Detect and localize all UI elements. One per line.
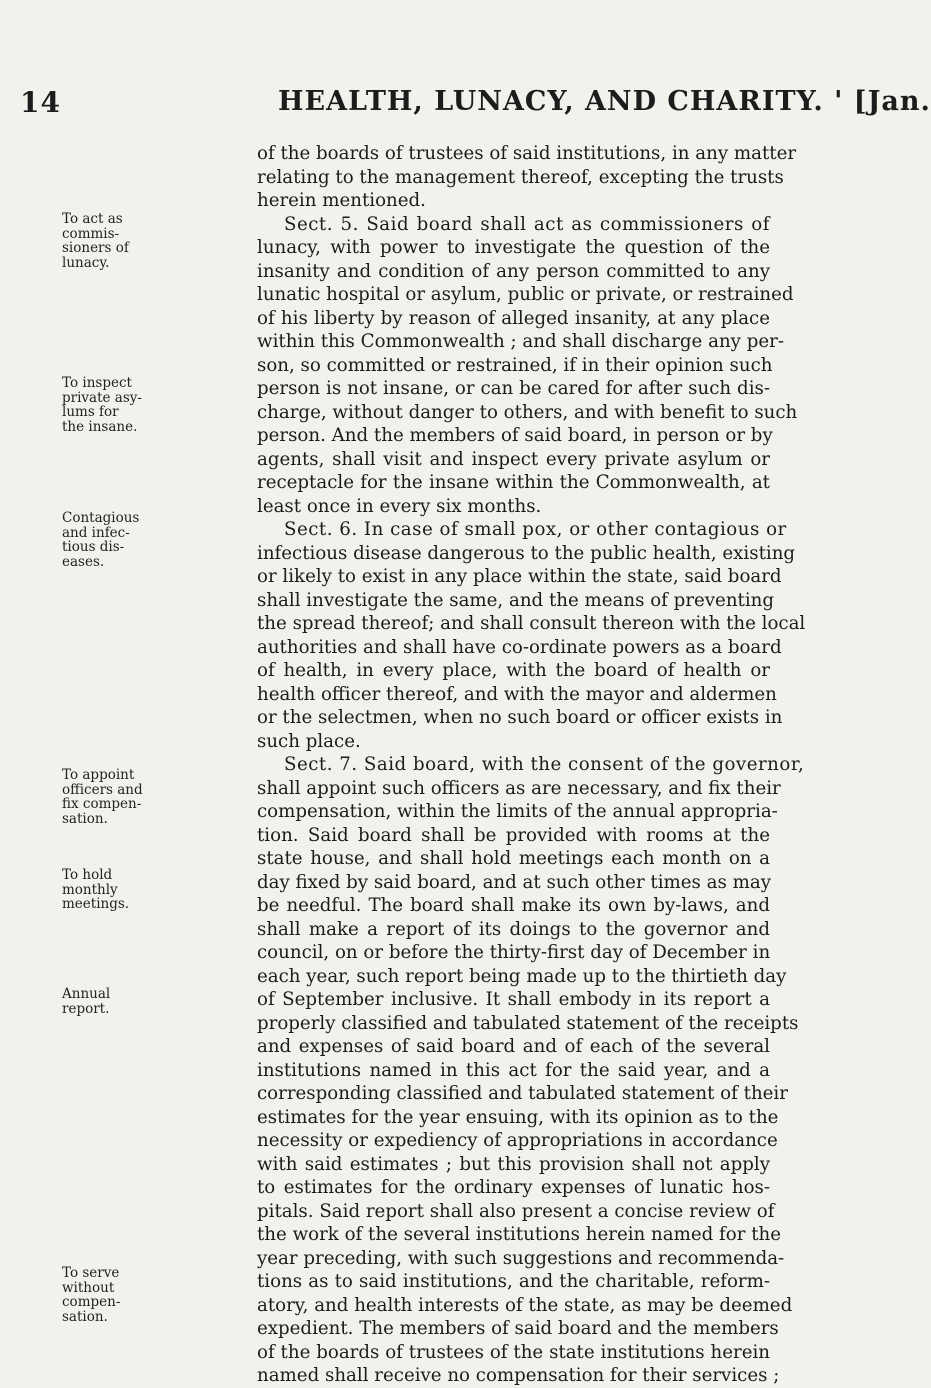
text-line: necessity or expediency of appropriations in accordance (257, 1130, 778, 1151)
text-line: of the boards of trustees of the state institutions herein (257, 1341, 770, 1363)
margin-note-inspect-asylums: To inspect private asy- lums for the insane. (62, 375, 142, 435)
text-line: pitals. Said report shall also present a concise review of (257, 1200, 775, 1222)
text-line: herein mentioned. (257, 190, 426, 211)
margin-note-without-compensation: To serve without compen- sation. (62, 1265, 121, 1325)
text-line: corresponding classified and tabulated statement of their (257, 1083, 788, 1104)
text-line: council, on or before the thirty-first day of December in (257, 942, 771, 963)
text-line: state house, and shall hold meetings each month on a (257, 848, 770, 869)
text-line: tion. Said board shall be provided with rooms at the (257, 824, 770, 846)
text-line: lunatic hospital or asylum, public or private, or restrained (257, 284, 794, 305)
text-line: compensation, within the limits of the annual appropria- (257, 801, 778, 822)
text-line: be needful. The board shall make its own by-laws, and (257, 895, 770, 916)
text-line: each year, such report being made up to the thirtieth day (257, 965, 787, 987)
text-line: or the selectmen, when no such board or officer exists in (257, 707, 783, 728)
margin-note-contagious-diseases: Contagious and infec- tious dis- eases. (62, 510, 140, 570)
text-line: receptacle for the insane within the Commonwealth, at (257, 472, 770, 493)
text-line: of the boards of trustees of said institutions, in any matter (257, 143, 797, 164)
text-line: such place. (257, 730, 361, 752)
text-line: the spread thereof; and shall consult thereon with the local (257, 613, 806, 634)
text-line: properly classified and tabulated statement of the receipts (257, 1012, 799, 1034)
running-title: HEALTH, LUNACY, AND CHARITY. ' [Jan. (278, 86, 931, 117)
text-line: son, so committed or restrained, if in their opinion such (257, 354, 773, 376)
text-line: shall investigate the same, and the means of preventing (257, 589, 775, 611)
text-line: agents, shall visit and inspect every private asylum or (257, 448, 770, 470)
text-line: charge, without danger to others, and with benefit to such (257, 401, 798, 423)
text-line: atory, and health interests of the state, as may be deemed (257, 1294, 793, 1316)
text-line: the work of the several institutions herein named for the (257, 1224, 781, 1245)
statute-body-text (257, 142, 806, 1388)
text-line: institutions named in this act for the said year, and a (257, 1059, 770, 1081)
section-6-start: Sect. 6. In case of small pox, or other contagious or (284, 519, 787, 540)
text-line: insanity and condition of any person committed to any (257, 260, 770, 282)
text-line: least once in every six months. (257, 495, 542, 517)
text-line: shall make a report of its doings to the governor and (257, 918, 770, 940)
text-line: and expenses of said board and of each of the several (257, 1036, 770, 1057)
text-line: tions as to said institutions, and the charitable, reform- (257, 1271, 770, 1292)
margin-note-commissioners-of-lunacy: To act as commis- sioners of lunacy. (62, 211, 129, 271)
text-line: of his liberty by reason of alleged insanity, at any place (257, 307, 770, 329)
margin-note-annual-report: Annual report. (62, 986, 111, 1017)
text-line: expedient. The members of said board and the members (257, 1318, 779, 1339)
text-line: year preceding, with such suggestions and recommenda- (257, 1247, 785, 1269)
text-line: of health, in every place, with the board of health or (257, 660, 770, 681)
section-5-start: Sect. 5. Said board shall act as commissioners of (284, 213, 770, 235)
text-line: lunacy, with power to investigate the question of the (257, 237, 770, 258)
text-line: of September inclusive. It shall embody in its report a (257, 989, 770, 1010)
page-number: 14 (20, 86, 61, 119)
text-line: shall appoint such officers as are necessary, and fix their (257, 777, 781, 799)
text-line: infectious disease dangerous to the public health, existing (257, 542, 796, 564)
text-line: with said estimates ; but this provision shall not apply (257, 1153, 770, 1175)
text-line: person is not insane, or can be cared for after such dis- (257, 378, 770, 399)
page-header (20, 86, 931, 122)
text-line: to estimates for the ordinary expenses of lunatic hos- (257, 1177, 770, 1198)
text-line: named shall receive no compensation for their services ; (257, 1365, 780, 1386)
text-line: day fixed by said board, and at such other times as may (257, 871, 771, 893)
text-line: within this Commonwealth ; and shall discharge any per- (257, 331, 784, 352)
text-line: or likely to exist in any place within the state, said board (257, 566, 782, 587)
margin-note-monthly-meetings: To hold monthly meetings. (62, 867, 130, 913)
text-line: relating to the management thereof, excepting the trusts (257, 166, 784, 188)
section-7-start: Sect. 7. Said board, with the consent of the governor, (284, 754, 805, 775)
text-line: person. And the members of said board, in person or by (257, 425, 773, 446)
text-line: authorities and shall have co-ordinate powers as a board (257, 636, 782, 658)
text-line: health officer thereof, and with the mayor and aldermen (257, 683, 777, 705)
margin-note-appoint-officers: To appoint officers and fix compen- sation. (62, 767, 143, 827)
text-line: estimates for the year ensuing, with its opinion as to the (257, 1106, 779, 1128)
